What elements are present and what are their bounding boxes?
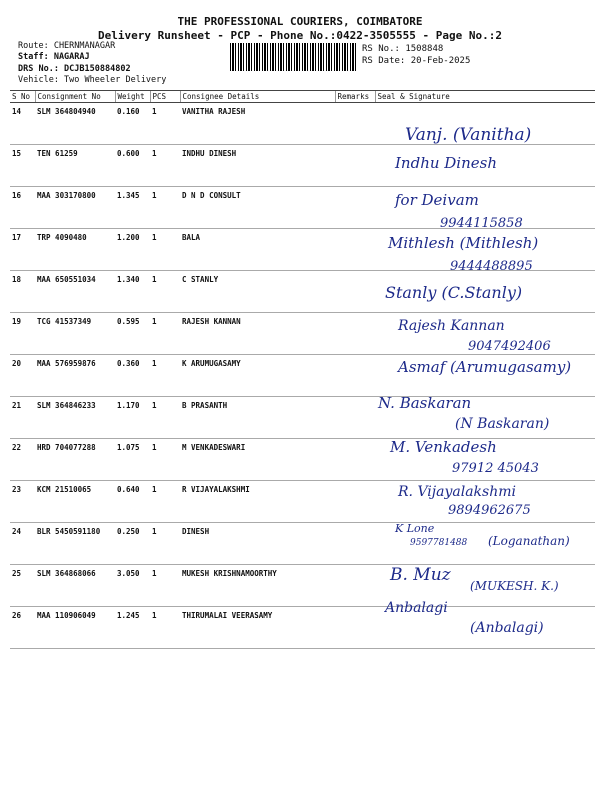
cell-remarks (335, 187, 375, 229)
col-remarks: Remarks (335, 91, 375, 103)
table-header (10, 91, 595, 103)
cell-seal (375, 271, 595, 313)
drs-number: DRS No.: DCJB150884802 (18, 64, 131, 74)
cell-pcs: 1 (150, 229, 180, 271)
cell-remarks (335, 103, 375, 145)
signature-21-name: (N Baskaran) (455, 416, 550, 432)
cell-pcs: 1 (150, 439, 180, 481)
cell-consignment: SLM 364804940 (35, 103, 115, 145)
cell-seal (375, 187, 595, 229)
col-weight: Weight (115, 91, 150, 103)
cell-pcs: 1 (150, 313, 180, 355)
cell-weight: 0.595 (115, 313, 150, 355)
cell-consignee: BALA (180, 229, 335, 271)
cell-consignee: THIRUMALAI VEERASAMY (180, 607, 335, 649)
staff-label: Staff: NAGARAJ (18, 52, 90, 62)
cell-pcs: 1 (150, 145, 180, 187)
cell-remarks (335, 145, 375, 187)
cell-consignee: VANITHA RAJESH (180, 103, 335, 145)
cell-consignment: MAA 576959876 (35, 355, 115, 397)
cell-weight: 1.075 (115, 439, 150, 481)
phone-17: 9444488895 (450, 259, 533, 274)
cell-pcs: 1 (150, 397, 180, 439)
cell-sno: 25 (10, 565, 35, 607)
signature-21: N. Baskaran (378, 394, 472, 412)
signature-23: R. Vijayalakshmi (398, 484, 516, 500)
cell-pcs: 1 (150, 187, 180, 229)
cell-pcs: 1 (150, 481, 180, 523)
signature-19: Rajesh Kannan (398, 318, 505, 334)
signature-18: Stanly (C.Stanly) (385, 283, 523, 302)
cell-weight: 1.200 (115, 229, 150, 271)
cell-pcs: 1 (150, 565, 180, 607)
signature-15: Indhu Dinesh (395, 154, 497, 172)
cell-seal (375, 565, 595, 607)
table-row (10, 481, 595, 523)
cell-consignee: MUKESH KRISHNAMOORTHY (180, 565, 335, 607)
cell-sno: 23 (10, 481, 35, 523)
cell-pcs: 1 (150, 355, 180, 397)
signature-25-name: (MUKESH. K.) (470, 579, 559, 593)
signature-17: Mithlesh (Mithlesh) (388, 234, 539, 252)
table-row (10, 607, 595, 649)
cell-remarks (335, 355, 375, 397)
cell-weight: 0.250 (115, 523, 150, 565)
cell-consignment: HRD 704077288 (35, 439, 115, 481)
cell-pcs: 1 (150, 607, 180, 649)
barcode-icon (230, 43, 358, 71)
cell-seal (375, 523, 595, 565)
cell-remarks (335, 607, 375, 649)
table-row (10, 145, 595, 187)
signature-14: Vanj. (Vanitha) (405, 125, 532, 145)
cell-seal (375, 313, 595, 355)
cell-remarks (335, 565, 375, 607)
cell-weight: 3.050 (115, 565, 150, 607)
cell-consignment: MAA 303170800 (35, 187, 115, 229)
phone-24: 9597781488 (410, 538, 468, 548)
cell-sno: 18 (10, 271, 35, 313)
cell-consignee: K ARUMUGASAMY (180, 355, 335, 397)
cell-pcs: 1 (150, 103, 180, 145)
route-label: Route: CHERNMANAGAR (18, 41, 116, 51)
cell-sno: 26 (10, 607, 35, 649)
col-pcs: PCS (150, 91, 180, 103)
signature-16: for Deivam (395, 191, 479, 209)
cell-consignee: M VENKADESWARI (180, 439, 335, 481)
cell-consignment: TRP 4090480 (35, 229, 115, 271)
cell-consignment: TCG 41537349 (35, 313, 115, 355)
cell-remarks (335, 523, 375, 565)
cell-seal (375, 481, 595, 523)
vehicle-label: Vehicle: Two Wheeler Delivery (18, 75, 167, 85)
cell-sno: 14 (10, 103, 35, 145)
cell-remarks (335, 481, 375, 523)
cell-consignment: SLM 364868066 (35, 565, 115, 607)
cell-remarks (335, 439, 375, 481)
company-title: THE PROFESSIONAL COURIERS, COIMBATORE (177, 15, 423, 28)
col-consignee: Consignee Details (180, 91, 335, 103)
cell-weight: 0.640 (115, 481, 150, 523)
phone-23: 9894962675 (448, 503, 531, 518)
cell-consignment: KCM 21510065 (35, 481, 115, 523)
table-row (10, 103, 595, 145)
cell-sno: 20 (10, 355, 35, 397)
cell-seal (375, 439, 595, 481)
cell-weight: 1.170 (115, 397, 150, 439)
cell-weight: 0.360 (115, 355, 150, 397)
cell-consignee: D N D CONSULT (180, 187, 335, 229)
cell-consignment: MAA 650551034 (35, 271, 115, 313)
cell-seal (375, 145, 595, 187)
cell-sno: 19 (10, 313, 35, 355)
table-row (10, 523, 595, 565)
table-row (10, 355, 595, 397)
cell-sno: 15 (10, 145, 35, 187)
phone-22: 97912 45043 (452, 461, 539, 476)
phone-19: 9047492406 (468, 339, 551, 354)
cell-consignment: TEN 61259 (35, 145, 115, 187)
cell-consignee: C STANLY (180, 271, 335, 313)
table-row (10, 229, 595, 271)
cell-sno: 22 (10, 439, 35, 481)
signature-20: Asmaf (Arumugasamy) (398, 358, 572, 376)
runsheet-title: Delivery Runsheet - PCP - Phone No.:0422-3505555 - Page No.:2 (98, 29, 502, 42)
cell-sno: 17 (10, 229, 35, 271)
cell-seal (375, 397, 595, 439)
cell-consignment: BLR 5450591180 (35, 523, 115, 565)
signature-26: Anbalagi (385, 600, 448, 616)
cell-seal (375, 229, 595, 271)
cell-consignee: B PRASANTH (180, 397, 335, 439)
cell-pcs: 1 (150, 271, 180, 313)
cell-pcs: 1 (150, 523, 180, 565)
signature-25: B. Muz (390, 565, 451, 585)
phone-16: 9944115858 (440, 216, 523, 231)
cell-sno: 24 (10, 523, 35, 565)
cell-weight: 0.600 (115, 145, 150, 187)
cell-weight: 1.245 (115, 607, 150, 649)
table-row (10, 397, 595, 439)
signature-26-name: (Anbalagi) (470, 620, 544, 636)
table-row (10, 187, 595, 229)
cell-seal (375, 103, 595, 145)
col-sno: S No (10, 91, 35, 103)
cell-remarks (335, 397, 375, 439)
signature-24: K Lone (395, 522, 435, 535)
cell-weight: 1.340 (115, 271, 150, 313)
signature-24-name: (Loganathan) (488, 534, 570, 548)
cell-seal (375, 607, 595, 649)
cell-consignee: R VIJAYALAKSHMI (180, 481, 335, 523)
cell-consignment: SLM 364846233 (35, 397, 115, 439)
cell-remarks (335, 229, 375, 271)
signature-22: M. Venkadesh (390, 438, 497, 456)
col-seal: Seal & Signature (375, 91, 595, 103)
cell-sno: 21 (10, 397, 35, 439)
cell-weight: 0.160 (115, 103, 150, 145)
cell-weight: 1.345 (115, 187, 150, 229)
table-row (10, 439, 595, 481)
col-consignment: Consignment No (35, 91, 115, 103)
table-row (10, 565, 595, 607)
cell-consignee: DINESH (180, 523, 335, 565)
rs-number: RS No.: 1508848 (362, 44, 444, 54)
rs-date: RS Date: 20-Feb-2025 (362, 56, 471, 66)
table-row (10, 313, 595, 355)
cell-remarks (335, 313, 375, 355)
cell-consignee: INDHU DINESH (180, 145, 335, 187)
cell-consignee: RAJESH KANNAN (180, 313, 335, 355)
cell-sno: 16 (10, 187, 35, 229)
cell-consignment: MAA 110906049 (35, 607, 115, 649)
table-row (10, 271, 595, 313)
runsheet-table (10, 90, 595, 649)
cell-remarks (335, 271, 375, 313)
cell-seal (375, 355, 595, 397)
